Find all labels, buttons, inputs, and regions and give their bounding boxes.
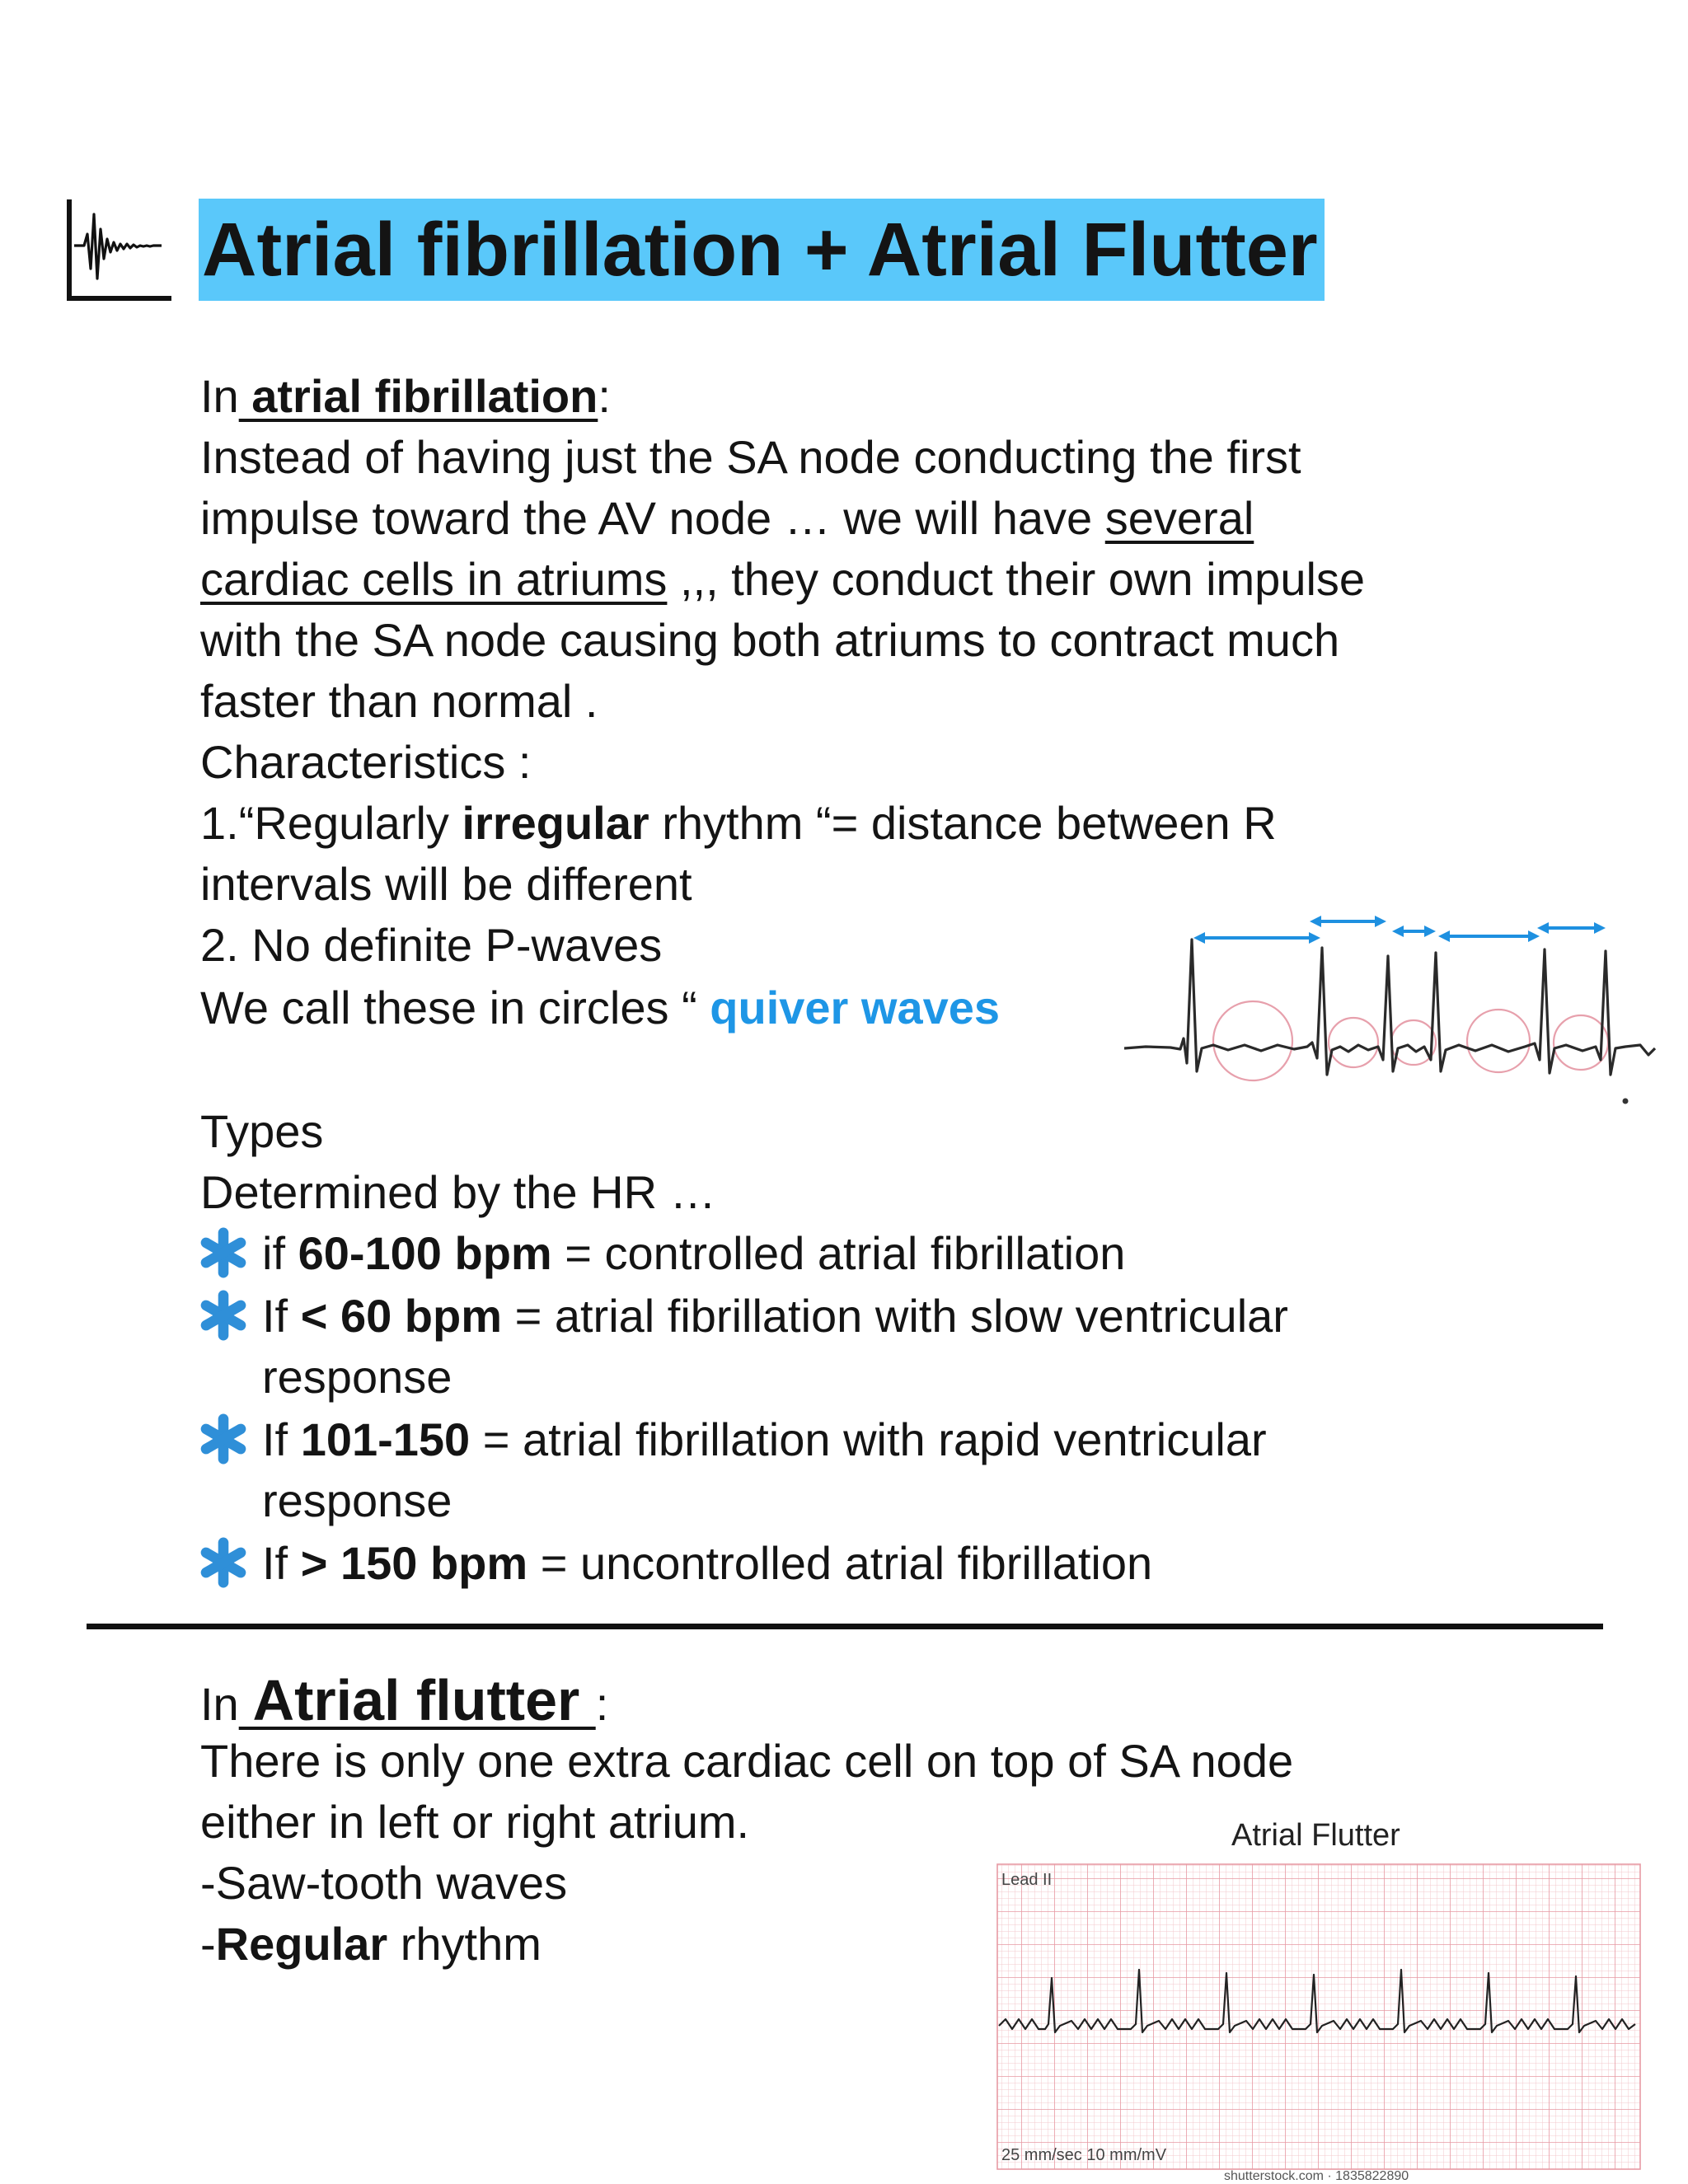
type-item [262, 1533, 1152, 1594]
type-item-cont: response [262, 1351, 452, 1403]
characteristic-item-cont: intervals will be different [200, 858, 692, 910]
bold-text: Regular [215, 1918, 388, 1970]
lead-label: Lead II [1001, 1871, 1053, 1889]
intro-colon: : [595, 1678, 609, 1730]
types-heading: Types [200, 1105, 324, 1157]
types-subheading: Determined by the HR … [200, 1166, 716, 1218]
bold-text: > 150 bpm [300, 1537, 528, 1589]
flutter-point: -Saw-tooth waves [200, 1857, 568, 1909]
paragraph-line: Instead of having just the SA node conducting the first [200, 431, 1301, 483]
asterisk-icon [198, 1413, 249, 1465]
text-span: rhythm [387, 1918, 542, 1970]
text-span: if [262, 1227, 298, 1279]
speed-label: 25 mm/sec 10 mm/mV [1001, 2146, 1167, 2164]
text-span: ,,, they conduct their own impulse [667, 553, 1366, 605]
paragraph-line [200, 549, 1365, 610]
text-span: If [262, 1537, 301, 1589]
quiver-waves-term: quiver waves [710, 982, 1001, 1033]
flutter-term: Atrial flutter [238, 1668, 596, 1732]
text-span: = uncontrolled atrial fibrillation [528, 1537, 1153, 1589]
type-item [262, 1409, 1267, 1470]
flutter-intro [200, 1663, 608, 1737]
ecg-waveform-icon [64, 196, 176, 303]
figure-title: Atrial Flutter [1231, 1818, 1400, 1853]
afib-ecg-figure [1121, 907, 1661, 1108]
asterisk-icon [198, 1227, 249, 1278]
bold-text: 60-100 bpm [298, 1227, 552, 1279]
flutter-ecg-figure [989, 1813, 1648, 2176]
fibrillation-intro [200, 366, 611, 427]
paragraph-line: with the SA node causing both atriums to contract much [200, 614, 1340, 666]
paragraph-line: faster than normal . [200, 675, 598, 727]
bold-text: < 60 bpm [300, 1290, 503, 1342]
intro-colon: : [598, 370, 611, 422]
text-span: - [200, 1918, 216, 1970]
quiver-circle [1554, 1015, 1608, 1070]
type-item [262, 1223, 1125, 1284]
section-divider [87, 1624, 1603, 1629]
text-span: If [262, 1290, 301, 1342]
quiver-circle [1213, 1001, 1292, 1080]
intro-prefix: In [200, 370, 239, 422]
characteristics-heading: Characteristics : [200, 736, 532, 788]
image-watermark: shutterstock.com · 1835822890 [1224, 2169, 1409, 2183]
quiver-circle [1329, 1018, 1378, 1067]
text-span: = controlled atrial fibrillation [551, 1227, 1126, 1279]
paragraph-line [200, 488, 1254, 549]
text-span: = atrial fibrillation with slow ventricular [502, 1290, 1288, 1342]
text-span: rhythm “= distance between R [649, 797, 1277, 849]
asterisk-icon [198, 1537, 249, 1588]
ecg-grid [997, 1864, 1640, 2169]
characteristic-item [200, 793, 1277, 854]
text-span: We call these in circles “ [200, 982, 710, 1033]
quiver-line [200, 977, 1000, 1038]
asterisk-icon [198, 1290, 249, 1341]
text-span: If [262, 1413, 301, 1465]
underlined-text: cardiac cells in atriums [200, 553, 668, 605]
flutter-point [200, 1914, 542, 1975]
page-title: Atrial fibrillation + Atrial Flutter [199, 199, 1325, 301]
type-item [262, 1286, 1288, 1347]
bold-text: 101-150 [300, 1413, 471, 1465]
quiver-circle [1467, 1010, 1530, 1072]
bold-text: irregular [462, 797, 649, 849]
intro-prefix: In [200, 1678, 239, 1730]
underlined-text: several [1104, 492, 1254, 544]
paragraph-line: There is only one extra cardiac cell on top of SA node [200, 1735, 1294, 1787]
text-span: impulse toward the AV node … we will have [200, 492, 1105, 544]
text-span: = atrial fibrillation with rapid ventricular [470, 1413, 1267, 1465]
fibrillation-term: atrial fibrillation [238, 370, 598, 422]
paragraph-line: either in left or right atrium. [200, 1796, 750, 1848]
characteristic-item: 2. No definite P-waves [200, 919, 663, 971]
text-span: 1.“Regularly [200, 797, 462, 849]
type-item-cont: response [262, 1474, 452, 1526]
